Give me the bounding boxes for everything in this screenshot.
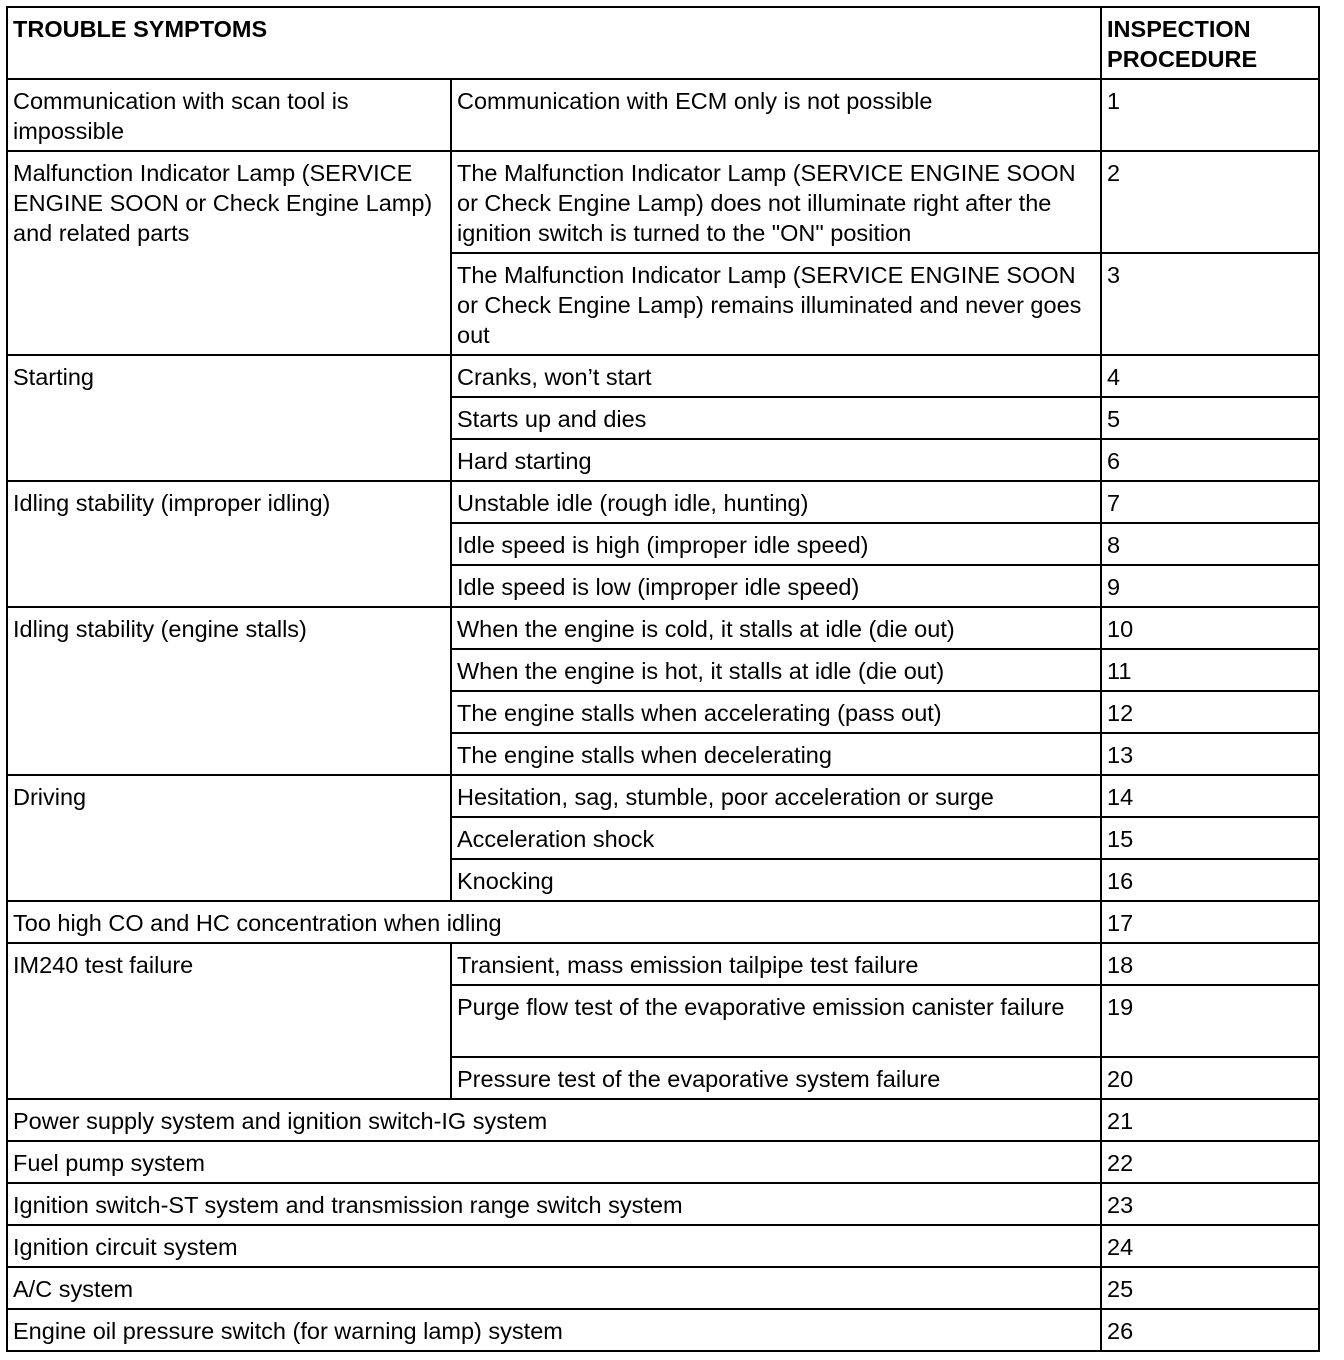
trouble-symptoms-table — [6, 6, 1320, 1352]
table-row — [7, 1099, 1319, 1141]
symptom-cell: Unstable idle (rough idle, hunting) — [451, 481, 1101, 523]
category-cell: Too high CO and HC concentration when idling — [7, 901, 1101, 943]
symptom-cell: Knocking — [451, 859, 1101, 901]
symptom-cell: Hard starting — [451, 439, 1101, 481]
table-row — [7, 1183, 1319, 1225]
symptom-cell: Starts up and dies — [451, 397, 1101, 439]
procedure-cell: 5 — [1101, 397, 1319, 439]
procedure-cell: 23 — [1101, 1183, 1319, 1225]
table-row — [7, 901, 1319, 943]
procedure-cell: 21 — [1101, 1099, 1319, 1141]
symptom-cell: Purge flow test of the evaporative emission canister failure — [451, 985, 1101, 1057]
procedure-cell: 19 — [1101, 985, 1319, 1057]
symptom-cell: Idle speed is high (improper idle speed) — [451, 523, 1101, 565]
symptom-cell: The Malfunction Indicator Lamp (SERVICE ENGINE SOON or Check Engine Lamp) does not illuminate right after the ignition switch is turned to the "ON" position — [451, 151, 1101, 253]
table-row — [7, 355, 1319, 397]
symptom-cell: Hesitation, sag, stumble, poor acceleration or surge — [451, 775, 1101, 817]
category-cell: Ignition circuit system — [7, 1225, 1101, 1267]
procedure-cell: 15 — [1101, 817, 1319, 859]
table-row — [7, 481, 1319, 523]
category-cell: Starting — [7, 355, 451, 481]
procedure-cell: 10 — [1101, 607, 1319, 649]
symptom-cell: When the engine is hot, it stalls at idle (die out) — [451, 649, 1101, 691]
procedure-cell: 24 — [1101, 1225, 1319, 1267]
procedure-cell: 9 — [1101, 565, 1319, 607]
table-row — [7, 775, 1319, 817]
procedure-cell: 14 — [1101, 775, 1319, 817]
procedure-cell: 13 — [1101, 733, 1319, 775]
procedure-cell: 18 — [1101, 943, 1319, 985]
procedure-cell: 20 — [1101, 1057, 1319, 1099]
procedure-cell: 8 — [1101, 523, 1319, 565]
procedure-cell: 12 — [1101, 691, 1319, 733]
procedure-cell: 4 — [1101, 355, 1319, 397]
table-row — [7, 1141, 1319, 1183]
symptom-cell: Acceleration shock — [451, 817, 1101, 859]
table-body — [7, 79, 1319, 1351]
category-cell: Ignition switch-ST system and transmission range switch system — [7, 1183, 1101, 1225]
table-row — [7, 1309, 1319, 1351]
category-cell: Power supply system and ignition switch-IG system — [7, 1099, 1101, 1141]
symptom-cell: Cranks, won’t start — [451, 355, 1101, 397]
header-trouble-symptoms: TROUBLE SYMPTOMS — [7, 7, 1101, 79]
procedure-cell: 2 — [1101, 151, 1319, 253]
procedure-cell: 7 — [1101, 481, 1319, 523]
category-cell: Driving — [7, 775, 451, 901]
symptom-cell: Idle speed is low (improper idle speed) — [451, 565, 1101, 607]
category-cell: Idling stability (improper idling) — [7, 481, 451, 607]
procedure-cell: 11 — [1101, 649, 1319, 691]
table-row — [7, 1225, 1319, 1267]
category-cell: Communication with scan tool is impossible — [7, 79, 451, 151]
table-row — [7, 151, 1319, 253]
procedure-cell: 6 — [1101, 439, 1319, 481]
symptom-cell: The engine stalls when accelerating (pass out) — [451, 691, 1101, 733]
category-cell: A/C system — [7, 1267, 1101, 1309]
symptom-cell: Communication with ECM only is not possible — [451, 79, 1101, 151]
symptom-cell: Transient, mass emission tailpipe test failure — [451, 943, 1101, 985]
table-row — [7, 943, 1319, 985]
symptom-cell: When the engine is cold, it stalls at idle (die out) — [451, 607, 1101, 649]
symptom-cell: Pressure test of the evaporative system failure — [451, 1057, 1101, 1099]
category-cell: IM240 test failure — [7, 943, 451, 1099]
procedure-cell: 25 — [1101, 1267, 1319, 1309]
table-row — [7, 607, 1319, 649]
procedure-cell: 22 — [1101, 1141, 1319, 1183]
table-row — [7, 79, 1319, 151]
header-inspection-procedure: INSPECTION PROCEDURE — [1101, 7, 1319, 79]
procedure-cell: 3 — [1101, 253, 1319, 355]
table-row — [7, 1267, 1319, 1309]
procedure-cell: 26 — [1101, 1309, 1319, 1351]
symptom-cell: The engine stalls when decelerating — [451, 733, 1101, 775]
category-cell: Idling stability (engine stalls) — [7, 607, 451, 775]
procedure-cell: 16 — [1101, 859, 1319, 901]
procedure-cell: 1 — [1101, 79, 1319, 151]
category-cell: Malfunction Indicator Lamp (SERVICE ENGINE SOON or Check Engine Lamp) and related parts — [7, 151, 451, 355]
category-cell: Engine oil pressure switch (for warning lamp) system — [7, 1309, 1101, 1351]
procedure-cell: 17 — [1101, 901, 1319, 943]
symptom-cell: The Malfunction Indicator Lamp (SERVICE ENGINE SOON or Check Engine Lamp) remains illuminated and never goes out — [451, 253, 1101, 355]
category-cell: Fuel pump system — [7, 1141, 1101, 1183]
